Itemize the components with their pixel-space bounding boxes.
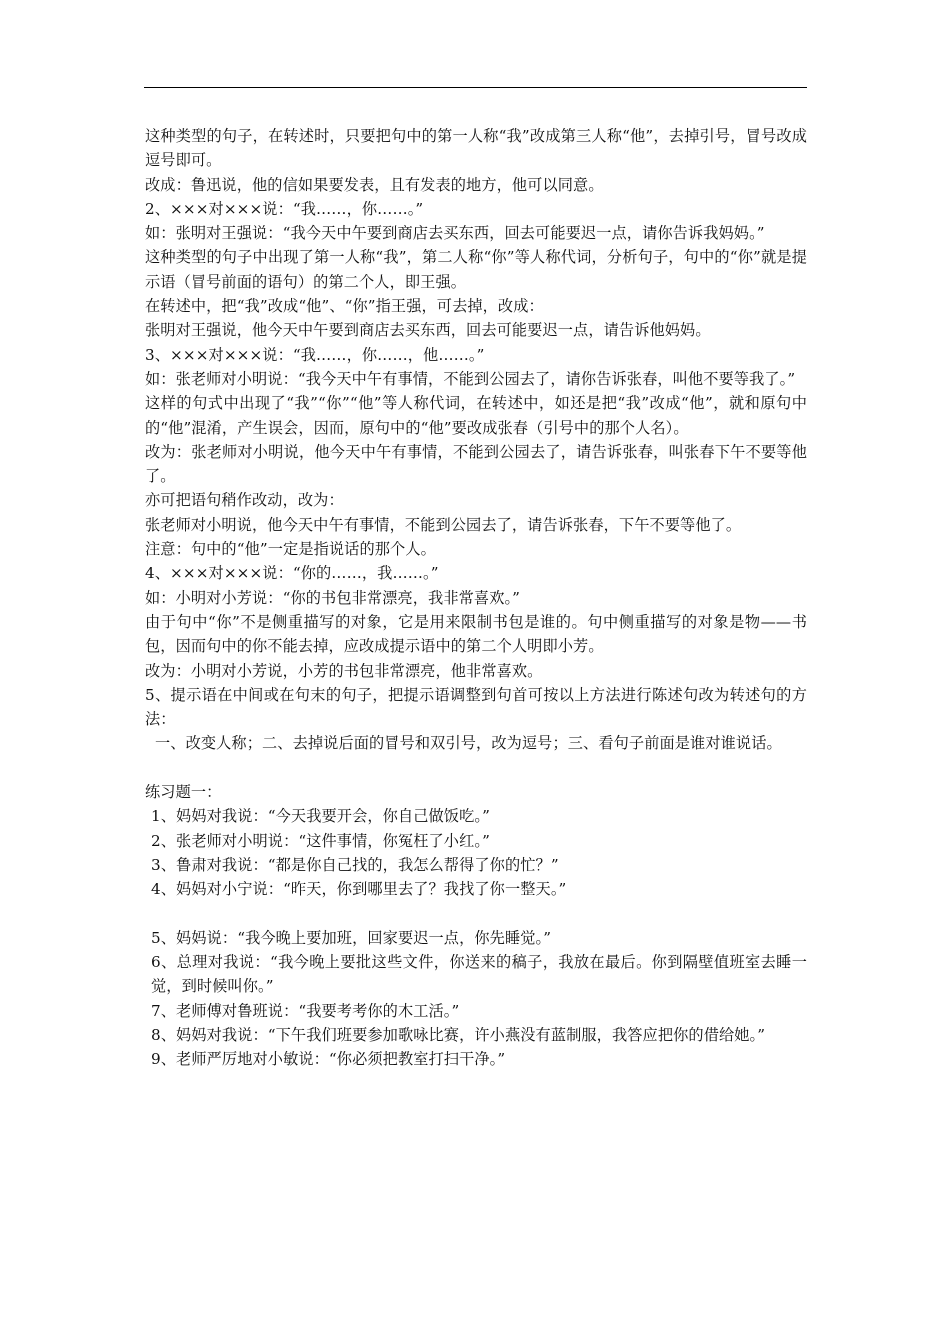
paragraph: 注意：句中的“他”一定是指说话的那个人。 xyxy=(145,540,436,559)
blank-line xyxy=(145,756,807,780)
paragraph: 这样的句式中出现了“我”“你”“他”等人称代词，在转述中，如还是把“我”改成“他”，就和原句中的“他”混淆，产生误会，因而，原句中的“他”要改成张春（引号中的那个人名）。 xyxy=(145,394,807,437)
method-summary: 一、改变人称；二、去掉说后面的冒号和双引号，改为逗号；三、看句子前面是谁对谁说话。 xyxy=(155,734,782,753)
exercise-title: 练习题一： xyxy=(145,783,222,802)
paragraph: 5、提示语在中间或在句末的句子，把提示语调整到句首可按以上方法进行陈述句改为转述句的方法： xyxy=(145,685,807,729)
paragraph: 改为：张老师对小明说，他今天中午有事情，不能到公园去了，请告诉张春，叫张春下午不要等他了。 xyxy=(145,442,807,486)
paragraph: 2、×××对×××说：“我……，你……。” xyxy=(145,199,424,218)
paragraph: 改成：鲁迅说，他的信如果要发表，且有发表的地方，他可以同意。 xyxy=(145,175,604,194)
paragraph: 张老师对小明说，他今天中午有事情，不能到公园去了，请告诉张春，下午不要等他了。 xyxy=(145,515,742,534)
header-rule xyxy=(144,87,807,88)
paragraph: 这种类型的句子，在转述时，只要把句中的第一人称“我”改成第三人称“他”，去掉引号，冒号改成逗号即可。 xyxy=(145,127,807,170)
exercise-item: 1、妈妈对我说：“今天我要开会，你自己做饭吃。” xyxy=(151,807,490,826)
exercise-item: 6、总理对我说：“我今晚上要批这些文件，你送来的稿子，我放在最后。你到隔壁值班室去睡一觉，到时候叫你。” xyxy=(151,953,807,996)
exercise-item: 4、妈妈对小宁说：“昨天，你到哪里去了？我找了你一整天。” xyxy=(151,880,567,899)
paragraph: 亦可把语句稍作改动，改为： xyxy=(145,491,344,510)
paragraph: 张明对王强说，他今天中午要到商店去买东西，回去可能要迟一点，请告诉他妈妈。 xyxy=(145,321,711,340)
paragraph: 4、×××对×××说：“你的……，我……。” xyxy=(145,564,439,583)
exercise-item: 8、妈妈对我说：“下午我们班要参加歌咏比赛，许小燕没有蓝制服，我答应把你的借给她。” xyxy=(151,1025,766,1044)
exercise-item: 2、张老师对小明说：“这件事情，你冤枉了小红。” xyxy=(151,831,490,850)
paragraph: 改为：小明对小芳说，小芳的书包非常漂亮，他非常喜欢。 xyxy=(145,661,543,680)
exercise-item: 9、老师严厉地对小敏说：“你必须把教室打扫干净。” xyxy=(151,1050,506,1069)
paragraph: 这种类型的句子中出现了第一人称“我”，第二人称“你”等人称代词，分析句子，句中的“你”就是提示语（冒号前面的语句）的第二个人，即王强。 xyxy=(145,248,807,291)
exercise-item: 5、妈妈说：“我今晚上要加班，回家要迟一点，你先睡觉。” xyxy=(151,928,552,947)
paragraph: 在转述中，把“我”改成“他”、“你”指王强，可去掉，改成： xyxy=(145,297,544,316)
blank-line xyxy=(145,902,807,926)
paragraph: 由于句中“你”不是侧重描写的对象，它是用来限制书包是谁的。句中侧重描写的对象是物——书包，因而句中的你不能去掉，应改成提示语中的第二个人明即小芳。 xyxy=(145,612,807,656)
paragraph: 3、×××对×××说：“我……，你……，他……。” xyxy=(145,345,485,364)
paragraph: 如：张老师对小明说：“我今天中午有事情，不能到公园去了，请你告诉张春，叫他不要等我了。” xyxy=(145,369,796,388)
document-body xyxy=(145,124,807,1072)
paragraph: 如：小明对小芳说：“你的书包非常漂亮，我非常喜欢。” xyxy=(145,588,521,607)
exercise-item: 7、老师傅对鲁班说：“我要考考你的木工活。” xyxy=(151,1001,460,1020)
paragraph: 如：张明对王强说：“我今天中午要到商店去买东西，回去可能要迟一点，请你告诉我妈妈。” xyxy=(145,224,765,243)
exercise-item: 3、鲁肃对我说：“都是你自己找的，我怎么帮得了你的忙？” xyxy=(151,855,559,874)
